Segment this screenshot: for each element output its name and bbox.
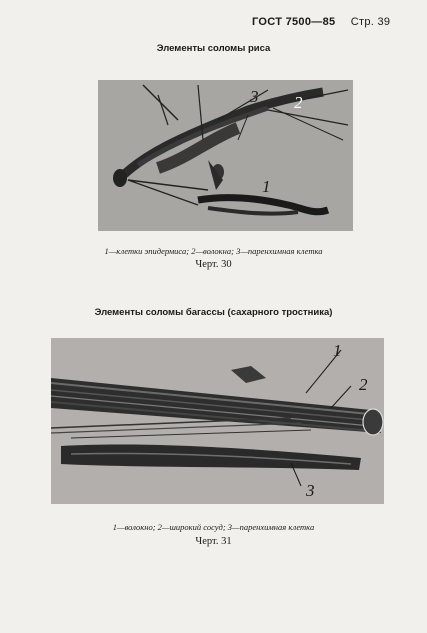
figure-31-title: Элементы соломы багассы (сахарного тростника): [94, 307, 333, 318]
figure-31-label-3: 3: [306, 481, 315, 500]
standard-number: ГОСТ 7500—85: [252, 16, 336, 28]
figure-31-number: Черт. 31: [195, 536, 232, 547]
figure-30-number: Черт. 30: [195, 259, 232, 270]
figure-30-label-3: 3: [250, 87, 259, 106]
figure-30-label-2: 2: [294, 93, 303, 112]
figure-31-label-1: 1: [333, 341, 342, 360]
figure-31-label-2: 2: [359, 375, 368, 394]
figure-30-title: Элементы соломы риса: [156, 43, 271, 54]
page-header: [252, 16, 412, 34]
figure-30-label-1: 1: [262, 177, 271, 196]
figure-31-micrograph: [51, 338, 384, 504]
page-number: Стр. 39: [350, 16, 391, 28]
figure-31-caption: 1—волокно; 2—широкий сосуд; 3—паренхимная клетка: [112, 522, 315, 532]
figure-30-micrograph: [98, 80, 353, 231]
figure-30-caption: 1—клетки эпидермиса; 2—волокна; 3—паренхимная клетка: [104, 246, 323, 256]
